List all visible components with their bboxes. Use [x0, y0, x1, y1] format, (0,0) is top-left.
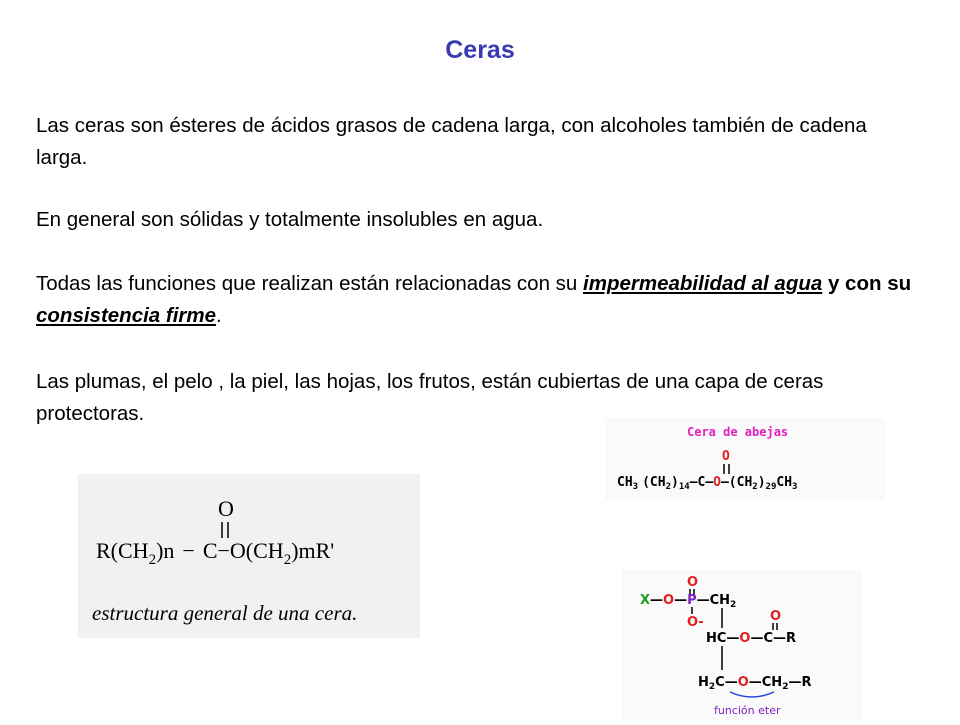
general-structure-figure: [78, 474, 420, 638]
ether-row: $H_2C—O—CH_2—R$: [698, 675, 812, 692]
ester-carbonyl-oxygen: O: [770, 609, 782, 624]
carbonyl-oxygen-label: O: [218, 496, 234, 521]
beeswax-formula: $CH_3$ $(CH_2)_{14}—C—O—(CH_2)_{29}CH_3$: [617, 475, 798, 492]
ether-function-caption: función eter: [714, 704, 781, 717]
beeswax-title: Cera de abejas: [687, 425, 789, 439]
functions-text-e: .: [216, 304, 222, 327]
ester-row: HC—O—C—R: [706, 631, 797, 646]
phosphate-row: $X—O—P—CH_2$: [640, 593, 737, 610]
general-structure-diagram: [78, 474, 420, 638]
formula-line: $R(CH_2)n - C-O(CH_2)mR'$: [96, 538, 335, 568]
page-title: Ceras: [445, 36, 515, 64]
consistency-emphasis: consistencia firme: [36, 304, 217, 327]
beeswax-figure: [605, 418, 885, 500]
general-structure-caption: estructura general de una cera.: [92, 601, 358, 625]
ether-bracket: [730, 692, 774, 697]
paragraph-definition: Las ceras son ésteres de ácidos grasos de cadena larga, con alcoholes también de cadena larga.: [36, 114, 867, 169]
paragraph-examples: Las plumas, el pelo , la piel, las hojas, los frutos, están cubiertas de una capa de ceras protectoras.: [36, 370, 824, 425]
beeswax-diagram: [605, 418, 885, 500]
paragraph-properties: En general son sólidas y totalmente insolubles en agua.: [36, 208, 544, 231]
beeswax-carbonyl-oxygen: O: [722, 449, 730, 464]
functions-text-c: y con su: [822, 272, 912, 295]
functions-text-a: Todas las funciones que realizan están relacionadas con su: [36, 272, 584, 295]
phospholipid-diagram: [622, 570, 862, 720]
phospholipid-figure: [622, 570, 862, 720]
phosphate-top-oxygen: O: [687, 575, 699, 590]
phosphate-o-minus: O-: [687, 615, 704, 630]
paragraph-functions: [36, 268, 916, 332]
impermeability-emphasis: impermeabilidad al agua: [583, 272, 823, 295]
